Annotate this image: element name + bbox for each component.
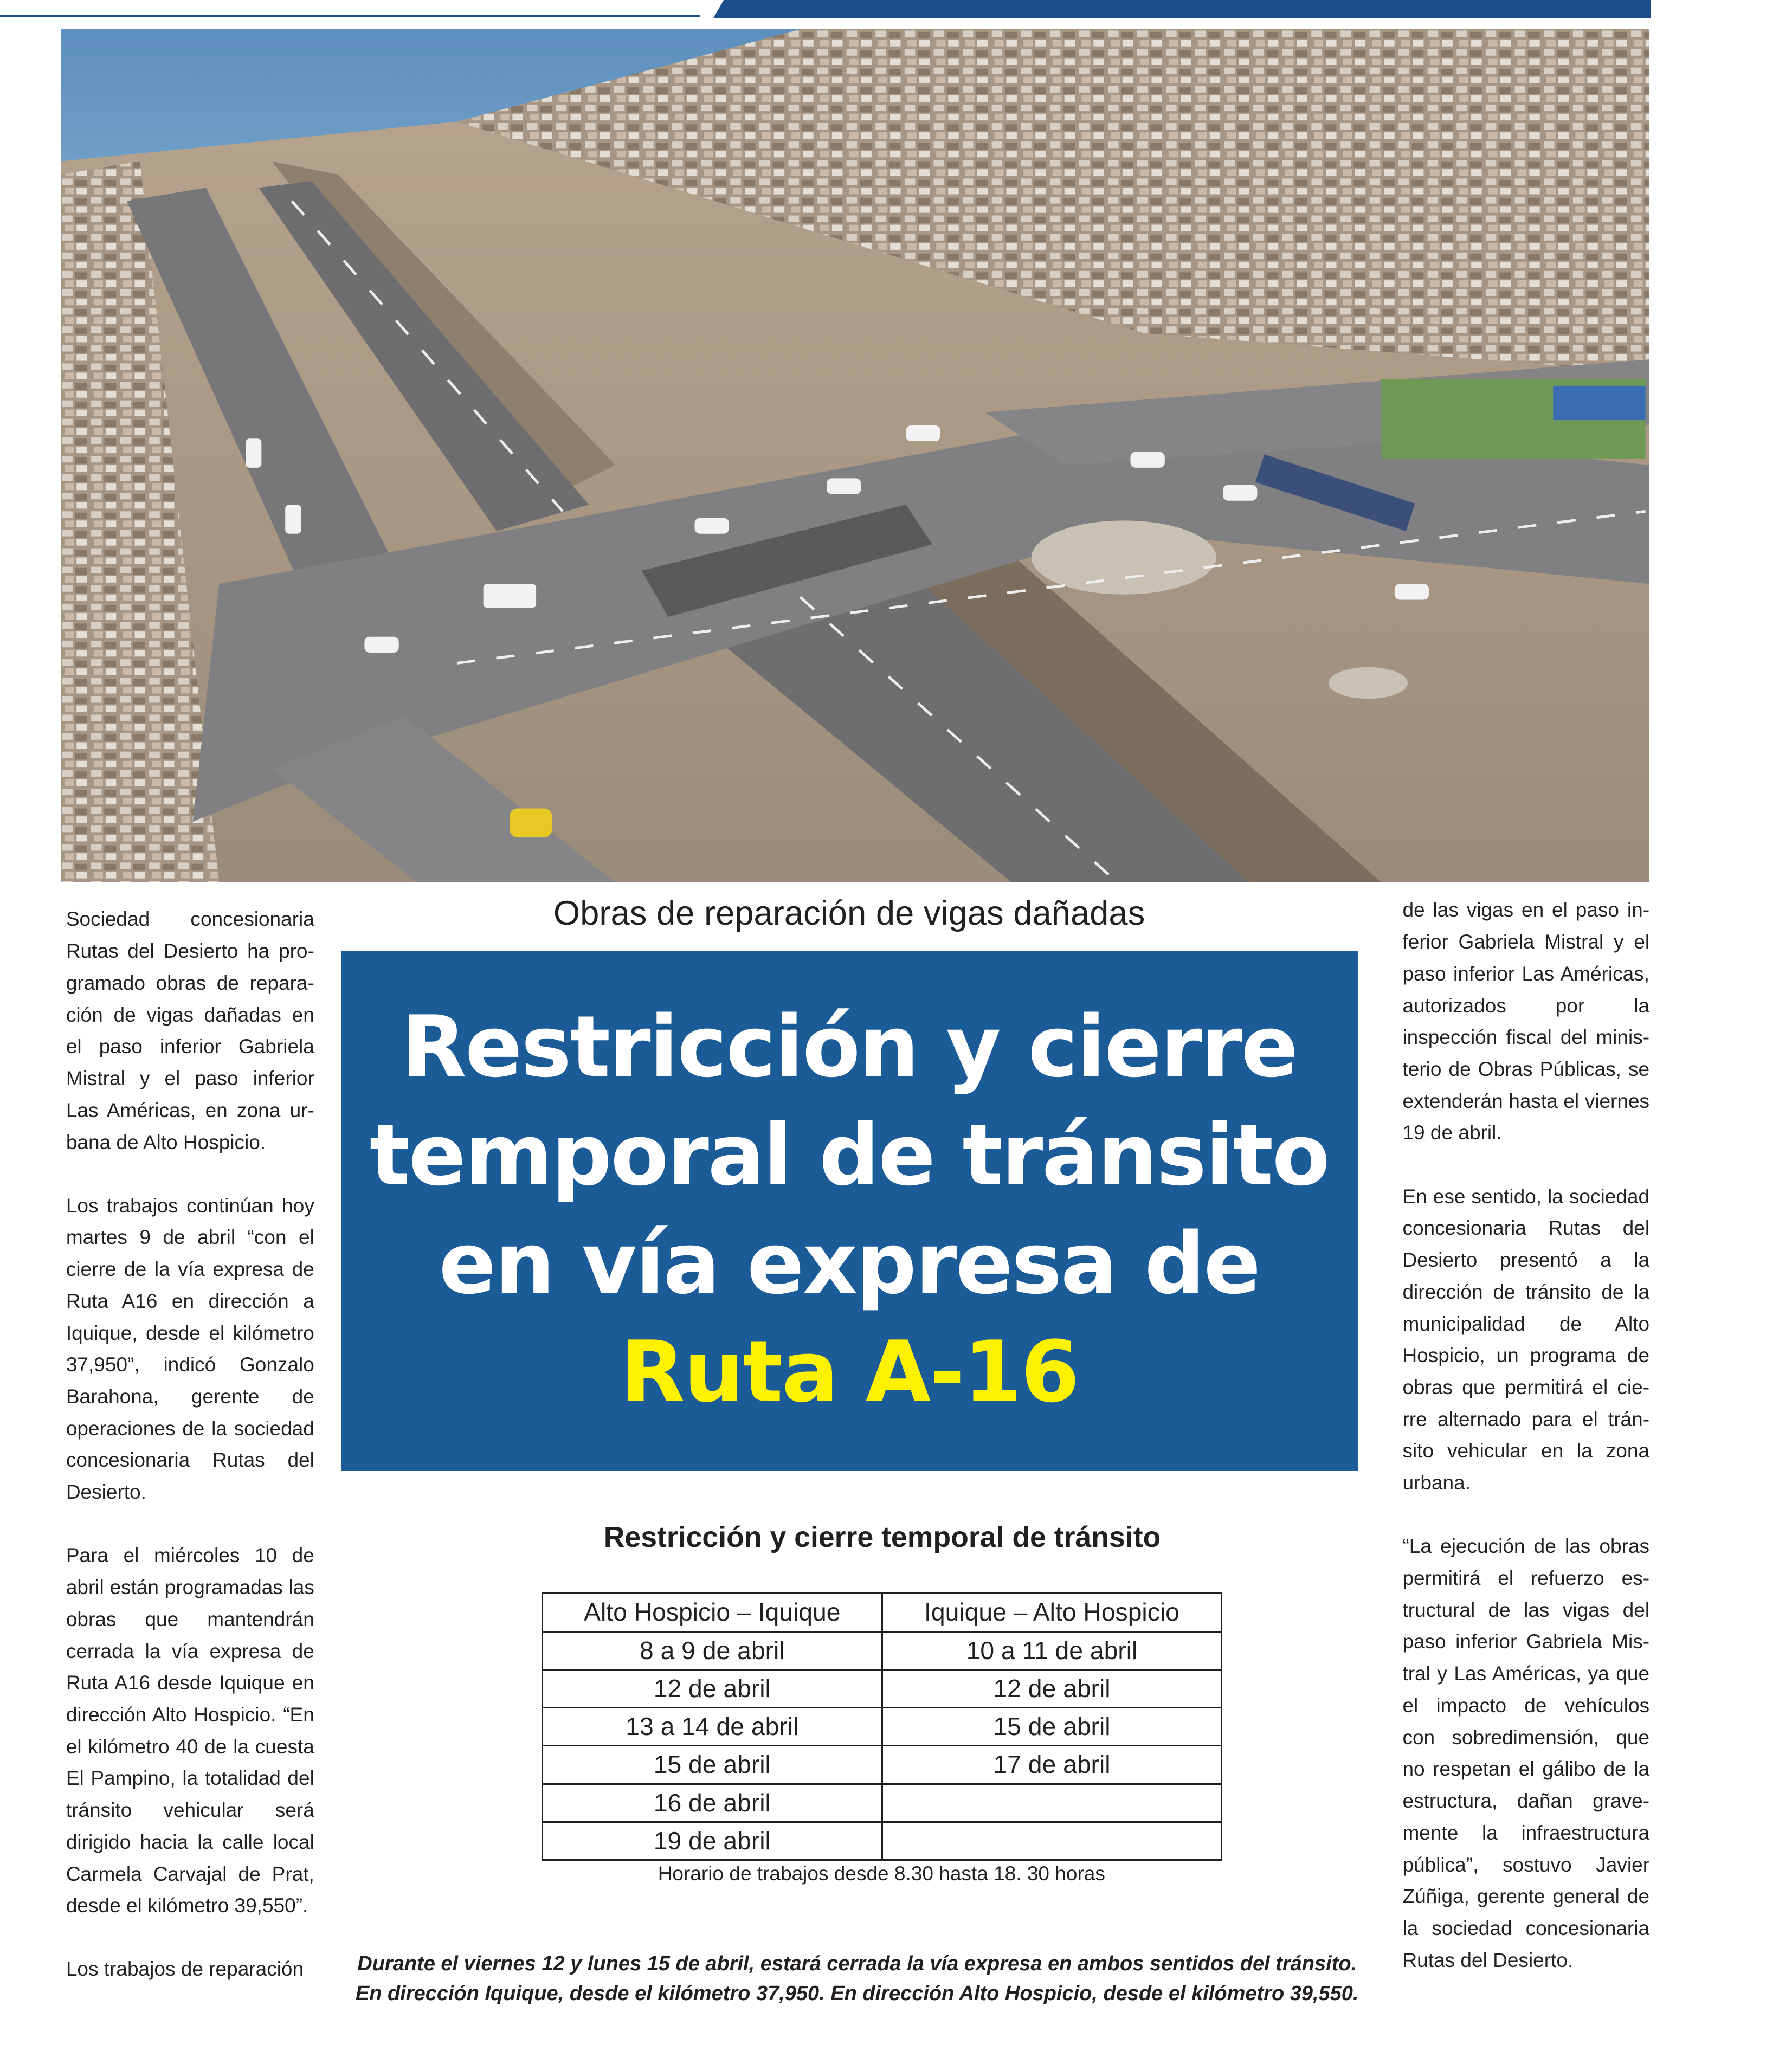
table-cell: 12 de abril xyxy=(542,1669,882,1707)
top-bar xyxy=(713,0,1651,18)
left-paragraph-2: Los trabajos continúan hoy martes 9 de abril “con el cierre de la vía expresa de Ruta A16 en dirección a Iquique, desde el kilómetro 37,950”, indicó Gonzalo Barahona, gerente de operaciones de la sociedad concesionaria Rutas del Desierto. xyxy=(66,1194,314,1504)
schedule-title: Restricción y cierre temporal de tránsito xyxy=(603,1520,1161,1553)
headline-line-1: Restricción y cierre xyxy=(401,997,1297,1097)
left-column xyxy=(66,903,314,2016)
table-row xyxy=(542,1784,1221,1822)
table-cell: 13 a 14 de abril xyxy=(542,1708,882,1746)
headline-line-2: temporal de tránsito xyxy=(369,1105,1329,1204)
table-cell: 19 de abril xyxy=(542,1822,882,1860)
table-cell: 17 de abril xyxy=(882,1746,1222,1784)
schedule-table xyxy=(542,1592,1222,1861)
table-row xyxy=(542,1669,1221,1707)
table-cell: 8 a 9 de abril xyxy=(542,1631,882,1669)
aerial-photo xyxy=(61,29,1649,882)
table-row xyxy=(542,1631,1221,1669)
closure-footnote xyxy=(341,1949,1374,2009)
footnote-line-2: En dirección Iquique, desde el kilómetro 37,950. En dirección Alto Hospicio, desde el kilómetro 39,550. xyxy=(355,1982,1359,2005)
left-paragraph-1: Sociedad concesionaria Rutas del Desierto ha programado obras de reparación de vigas dañadas en el paso inferior Gabriela Mistral y el paso inferior Las Américas, en zona urbana de Alto Hospicio. xyxy=(66,907,314,1153)
header-alto-hospicio-iquique: Alto Hospicio – Iquique xyxy=(542,1594,882,1631)
aerial-photo-illustration xyxy=(61,29,1649,882)
headline xyxy=(341,993,1358,1426)
kicker: Obras de reparación de vigas dañadas xyxy=(553,894,1145,932)
table-cell xyxy=(882,1822,1222,1860)
header-iquique-alto-hospicio: Iquique – Alto Hospicio xyxy=(882,1594,1222,1631)
yellow-taxi xyxy=(510,808,552,837)
roundabout xyxy=(1032,520,1216,594)
bus xyxy=(1553,385,1646,420)
footnote-line-1: Durante el viernes 12 y lunes 15 de abril, estará cerrada la vía expresa en ambos sentidos del tránsito. xyxy=(357,1952,1357,1976)
schedule-note: Horario de trabajos desde 8.30 hasta 18. 30 horas xyxy=(658,1862,1105,1885)
left-paragraph-3: Para el miércoles 10 de abril están programadas las obras que mantendrán cerrada la vía expresa de Ruta A16 desde Iquique en dirección Alto Hospicio. “En el kilómetro 40 de la cuesta El Pampino, la totalidad del tránsito vehicular será dirigido hacia la calle local Carmela Carvajal de Prat, desde el kilómetro 39,550”. xyxy=(66,1544,314,1917)
left-paragraph-4: Los trabajos de reparación xyxy=(66,1957,304,1981)
top-color-band xyxy=(0,0,1651,18)
table-row xyxy=(542,1708,1221,1746)
small-roundabout xyxy=(1329,667,1408,698)
headline-box xyxy=(341,951,1358,1471)
table-cell: 16 de abril xyxy=(542,1784,882,1822)
table-cell: 15 de abril xyxy=(882,1708,1222,1746)
table-cell: 10 a 11 de abril xyxy=(882,1631,1222,1669)
right-paragraph-1: de las vigas en el paso inferior Gabriela Mistral y el paso inferior Las Américas, autorizados por la inspección fiscal del ministerio de Obras Públicas, se extenderán hasta el viernes 19 de abril. xyxy=(1402,898,1650,1144)
table-cell: 12 de abril xyxy=(882,1669,1222,1707)
table-row xyxy=(542,1746,1221,1784)
right-paragraph-3: “La ejecución de las obras permitirá el refuerzo estructural de las vigas del paso inferior Gabriela Mistral y Las Américas, ya que el impacto de vehículos con sobredimensión, que no respetan el gálibo de la estructura, dañan gravemente la infraestructura pública”, sostuvo Javier Zúñiga, gerente general de la sociedad concesionaria Rutas del Desierto. xyxy=(1402,1534,1650,1971)
table-cell: 15 de abril xyxy=(542,1746,882,1784)
headline-line-3: en vía expresa de xyxy=(439,1214,1260,1313)
table-cell xyxy=(882,1784,1222,1822)
table-row xyxy=(542,1822,1221,1860)
right-paragraph-2: En ese sentido, la sociedad concesionaria Rutas del Desierto presentó a la dirección de tránsito de la municipalidad de Alto Hospicio, un programa de obras que permitirá el cierre alternado para el tránsito vehicular en la zona urbana. xyxy=(1402,1184,1650,1494)
top-rule xyxy=(0,15,700,17)
table-header-row xyxy=(542,1594,1221,1631)
headline-accent: Ruta A-16 xyxy=(620,1322,1079,1421)
right-column xyxy=(1402,894,1649,2007)
